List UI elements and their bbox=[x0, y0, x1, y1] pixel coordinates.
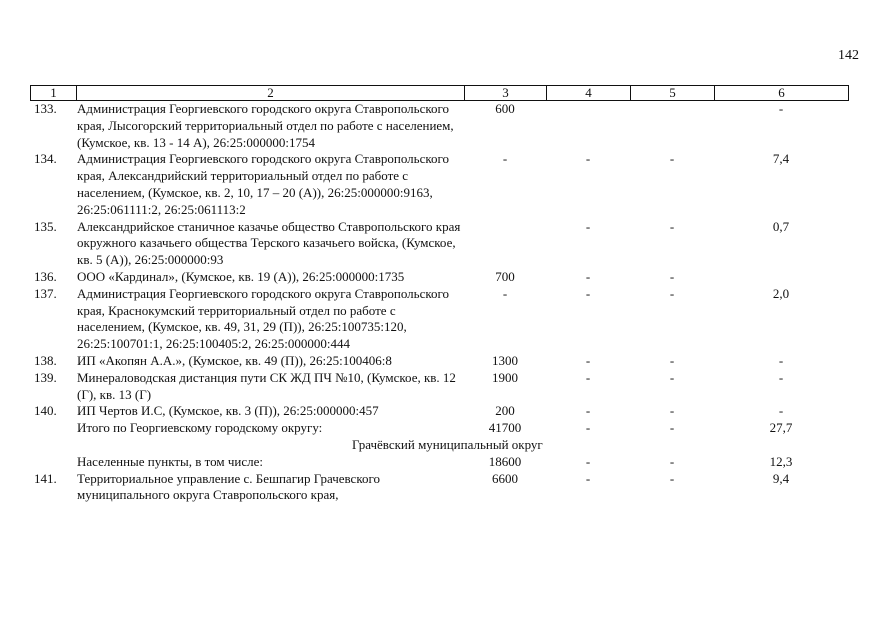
row-name: Минераловодская дистанция пути СК ЖД ПЧ №10, (Кумское, кв. 12 (Г), кв. 13 (Г) bbox=[77, 369, 456, 402]
row-col5: - bbox=[669, 268, 675, 284]
settlements-col4: - bbox=[585, 453, 591, 469]
row-col4: - bbox=[585, 352, 591, 368]
row-number: 133. bbox=[34, 101, 57, 116]
row-col4: - bbox=[585, 470, 591, 486]
row-col3: 1900 bbox=[492, 369, 518, 385]
row-number: 138. bbox=[34, 352, 57, 368]
row-col6: 0,7 bbox=[772, 218, 790, 234]
settlements-col5: - bbox=[669, 453, 675, 469]
row-col5: - bbox=[669, 285, 675, 301]
row-col4: - bbox=[585, 285, 591, 301]
subtotal-col4: - bbox=[585, 420, 591, 436]
row-number: 134. bbox=[34, 151, 57, 167]
row-col4: - bbox=[585, 369, 591, 385]
subtotal-col6: 27,7 bbox=[769, 420, 793, 436]
row-col5: - bbox=[669, 470, 675, 486]
row-col3: 1300 bbox=[492, 352, 518, 368]
row-col6: 2,0 bbox=[772, 285, 790, 301]
row-col4: - bbox=[585, 151, 591, 167]
row-col6: - bbox=[778, 101, 784, 116]
column-header-2: 2 bbox=[77, 86, 465, 101]
subtotal-col3: 41700 bbox=[488, 420, 522, 436]
row-name: Территориальное управление с. Бешпагир Грачевского муниципального округа Ставропольского края, bbox=[77, 470, 380, 503]
row-col3: - bbox=[502, 285, 508, 301]
row-col5: - bbox=[669, 218, 675, 234]
row-col5: - bbox=[669, 151, 675, 167]
row-col6: - bbox=[778, 352, 784, 368]
column-header-5: 5 bbox=[631, 86, 715, 101]
page-number: 142 bbox=[838, 48, 859, 63]
row-number: 137. bbox=[34, 285, 57, 301]
district-heading: Грачёвский муниципальный округ bbox=[352, 436, 543, 452]
row-col4: - bbox=[585, 268, 591, 284]
settlements-col6: 12,3 bbox=[769, 453, 793, 469]
row-col4: - bbox=[585, 218, 591, 234]
row-number: 139. bbox=[34, 369, 57, 385]
row-col6: 9,4 bbox=[772, 470, 790, 486]
row-name: Александрийское станичное казачье общество Ставропольского края окружного казачьего общества Терского казачьего войска, (Кумское, кв. 5 (А)), 26:25:000000:93 bbox=[77, 218, 461, 268]
row-name: Администрация Георгиевского городского округа Ставропольского края, Александрийский территориальный отдел по работе с населением, (Кумское, кв. 2, 10, 17 – 20 (А)), 26:25:000000:9163, 26:25:061111:2, 26:25:061113:2 bbox=[77, 151, 450, 217]
row-col3: 600 bbox=[495, 101, 515, 116]
row-name: ООО «Кардинал», (Кумское, кв. 19 (А)), 26:25:000000:1735 bbox=[77, 268, 405, 284]
row-col3: 700 bbox=[495, 268, 515, 284]
row-name: Администрация Георгиевского городского округа Ставропольского края, Лысогорский территориальный отдел по работе с населением, (Кумское, кв. 13 - 14 А), 26:25:000000:1754 bbox=[77, 101, 454, 150]
row-name: ИП «Акопян А.А.», (Кумское, кв. 49 (П)), 26:25:100406:8 bbox=[77, 352, 392, 368]
row-number: 135. bbox=[34, 218, 57, 234]
row-col3 bbox=[464, 219, 546, 269]
row-col5: - bbox=[669, 352, 675, 368]
row-number: 140. bbox=[34, 403, 57, 419]
subtotal-empty-cell bbox=[30, 420, 76, 437]
row-col3: 6600 bbox=[492, 470, 518, 486]
column-header-row bbox=[30, 85, 849, 101]
row-col4 bbox=[546, 101, 630, 151]
column-header-6: 6 bbox=[715, 86, 849, 101]
row-col6: - bbox=[778, 369, 784, 385]
row-col5 bbox=[630, 101, 714, 151]
subtotal-label: Итого по Георгиевскому городскому округу: bbox=[77, 420, 323, 436]
column-header-1: 1 bbox=[31, 86, 77, 101]
row-col5: - bbox=[669, 403, 675, 419]
settlements-col3: 18600 bbox=[488, 453, 522, 469]
row-name: Администрация Георгиевского городского округа Ставропольского края, Краснокумский территориальный отдел по работе с населением, (Кумское, кв. 49, 31, 29 (П)), 26:25:100735:120, 26:25:100701:1, 26:25:100405:2, 26:25:000000:444 bbox=[77, 285, 450, 352]
subtotal-col5: - bbox=[669, 420, 675, 436]
row-name: ИП Чертов И.С, (Кумское, кв. 3 (П)), 26:25:000000:457 bbox=[77, 403, 379, 419]
settlements-label: Населенные пункты, в том числе: bbox=[77, 453, 264, 469]
column-header-4: 4 bbox=[547, 86, 631, 101]
row-number: 141. bbox=[34, 470, 57, 486]
row-col6 bbox=[714, 269, 848, 286]
row-col3: 200 bbox=[495, 403, 515, 419]
row-number: 136. bbox=[34, 268, 57, 284]
column-header-3: 3 bbox=[465, 86, 547, 101]
settlements-empty-cell bbox=[30, 454, 76, 471]
data-table bbox=[30, 101, 848, 504]
row-col5: - bbox=[669, 369, 675, 385]
row-col6: 7,4 bbox=[772, 151, 790, 167]
row-col4: - bbox=[585, 403, 591, 419]
row-col3: - bbox=[502, 151, 508, 167]
row-col6: - bbox=[778, 403, 784, 419]
